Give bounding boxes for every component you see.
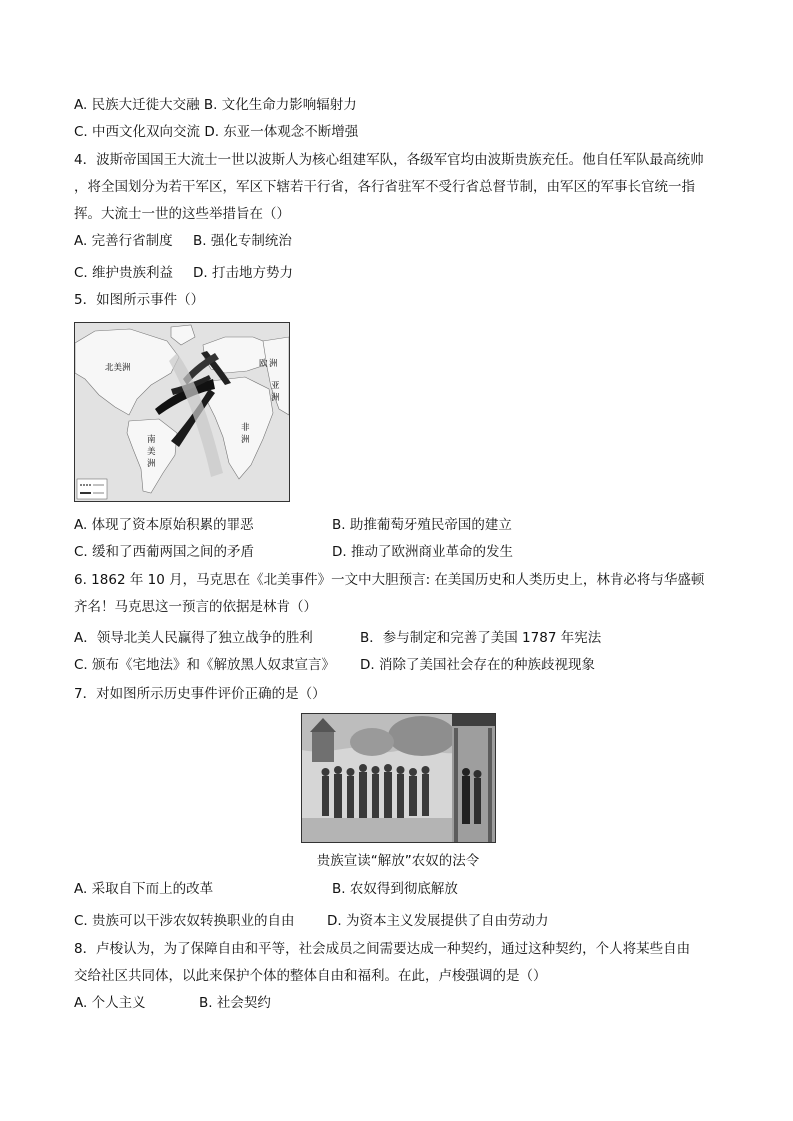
q7-option-a: A. 采取自下而上的改革 bbox=[74, 881, 214, 897]
atlantic-trade-map bbox=[74, 322, 290, 502]
q5-option-a: A. 体现了资本原始积累的罪恶 bbox=[74, 517, 254, 533]
q6-option-d: D. 消除了美国社会存在的种族歧视现象 bbox=[360, 657, 595, 673]
q3-options-row1 bbox=[74, 96, 357, 114]
map-label-europe-1: 欧 bbox=[259, 359, 268, 369]
engraving-graphic bbox=[302, 714, 495, 842]
map-label-europe-2: 洲 bbox=[269, 359, 278, 369]
q7-option-b: B. 农奴得到彻底解放 bbox=[332, 881, 458, 897]
map-label-africa-2: 洲 bbox=[241, 435, 250, 445]
q6-option-c: C. 颁布《宅地法》和《解放黑人奴隶宣言》 bbox=[74, 657, 336, 673]
q3-option-c: C. 中西文化双向交流 bbox=[74, 124, 201, 140]
q7-image-caption: 贵族宣读“解放”农奴的法令 bbox=[316, 853, 480, 869]
q6-stem-line2: 齐名！马克思这一预言的依据是林肯（） bbox=[74, 599, 317, 615]
q8-option-b: B. 社会契约 bbox=[199, 995, 271, 1011]
q4-option-c: C. 维护贵族利益 bbox=[74, 265, 174, 281]
q5-stem: 5．如图所示事件（） bbox=[74, 292, 205, 308]
q7-option-d: D. 为资本主义发展提供了自由劳动力 bbox=[327, 913, 549, 929]
q4-option-a: A. 完善行省制度 bbox=[74, 233, 173, 249]
q3-option-b: B. 文化生命力影响辐射力 bbox=[203, 97, 357, 113]
q6-option-a: A．领导北美人民赢得了独立战争的胜利 bbox=[74, 630, 313, 646]
q6-option-b: B．参与制定和完善了美国 1787 年宪法 bbox=[360, 630, 602, 646]
q3-option-a: A. 民族大迁徙大交融 bbox=[74, 97, 200, 113]
q6-stem-line1: 6. 1862 年 10 月，马克思在《北美事件》一文中大胆预言: 在美国历史和人类历史上，林肯必将与华盛顿 bbox=[74, 572, 705, 588]
q3-options-row2 bbox=[74, 123, 358, 141]
q5-option-b: B. 助推葡萄牙殖民帝国的建立 bbox=[332, 517, 512, 533]
q7-stem: 7．对如图所示历史事件评价正确的是（） bbox=[74, 686, 326, 702]
q4-option-b: B. 强化专制统治 bbox=[193, 233, 292, 249]
map-label-north-america: 北美洲 bbox=[105, 363, 131, 373]
map-label-africa-1: 非 bbox=[241, 423, 250, 433]
q5-option-d: D. 推动了欧洲商业革命的发生 bbox=[332, 544, 513, 560]
q4-stem-line1: 4．波斯帝国国王大流士一世以波斯人为核心组建军队，各级军官均由波斯贵族充任。他自任军队最高统帅 bbox=[74, 152, 704, 168]
map-label-south-america-2: 美 bbox=[147, 447, 156, 457]
map-label-asia-1: 亚 bbox=[271, 381, 280, 391]
q4-stem-line2: ，将全国划分为若干军区，军区下辖若干行省，各行省驻军不受行省总督节制，由军区的军事长官统一指 bbox=[74, 179, 695, 195]
map-label-south-america-1: 南 bbox=[147, 435, 156, 445]
map-graphic bbox=[75, 323, 289, 501]
q5-option-c: C. 缓和了西葡两国之间的矛盾 bbox=[74, 544, 255, 560]
q8-option-a: A. 个人主义 bbox=[74, 995, 146, 1011]
q8-stem-line1: 8．卢梭认为，为了保障自由和平等，社会成员之间需要达成一种契约，通过这种契约，个人将某些自由 bbox=[74, 941, 691, 957]
q3-option-d: D. 东亚一体观念不断增强 bbox=[204, 124, 359, 140]
map-label-asia-2: 洲 bbox=[271, 393, 280, 403]
q8-stem-line2: 交给社区共同体，以此来保护个体的整体自由和福利。在此，卢梭强调的是（） bbox=[74, 968, 547, 984]
q7-option-c: C. 贵族可以干涉农奴转换职业的自由 bbox=[74, 913, 295, 929]
q4-option-d: D. 打击地方势力 bbox=[193, 265, 293, 281]
serf-emancipation-engraving bbox=[301, 713, 496, 843]
map-label-south-america-3: 洲 bbox=[147, 459, 156, 469]
q4-stem-line3: 挥。大流士一世的这些举措旨在（） bbox=[74, 206, 290, 222]
